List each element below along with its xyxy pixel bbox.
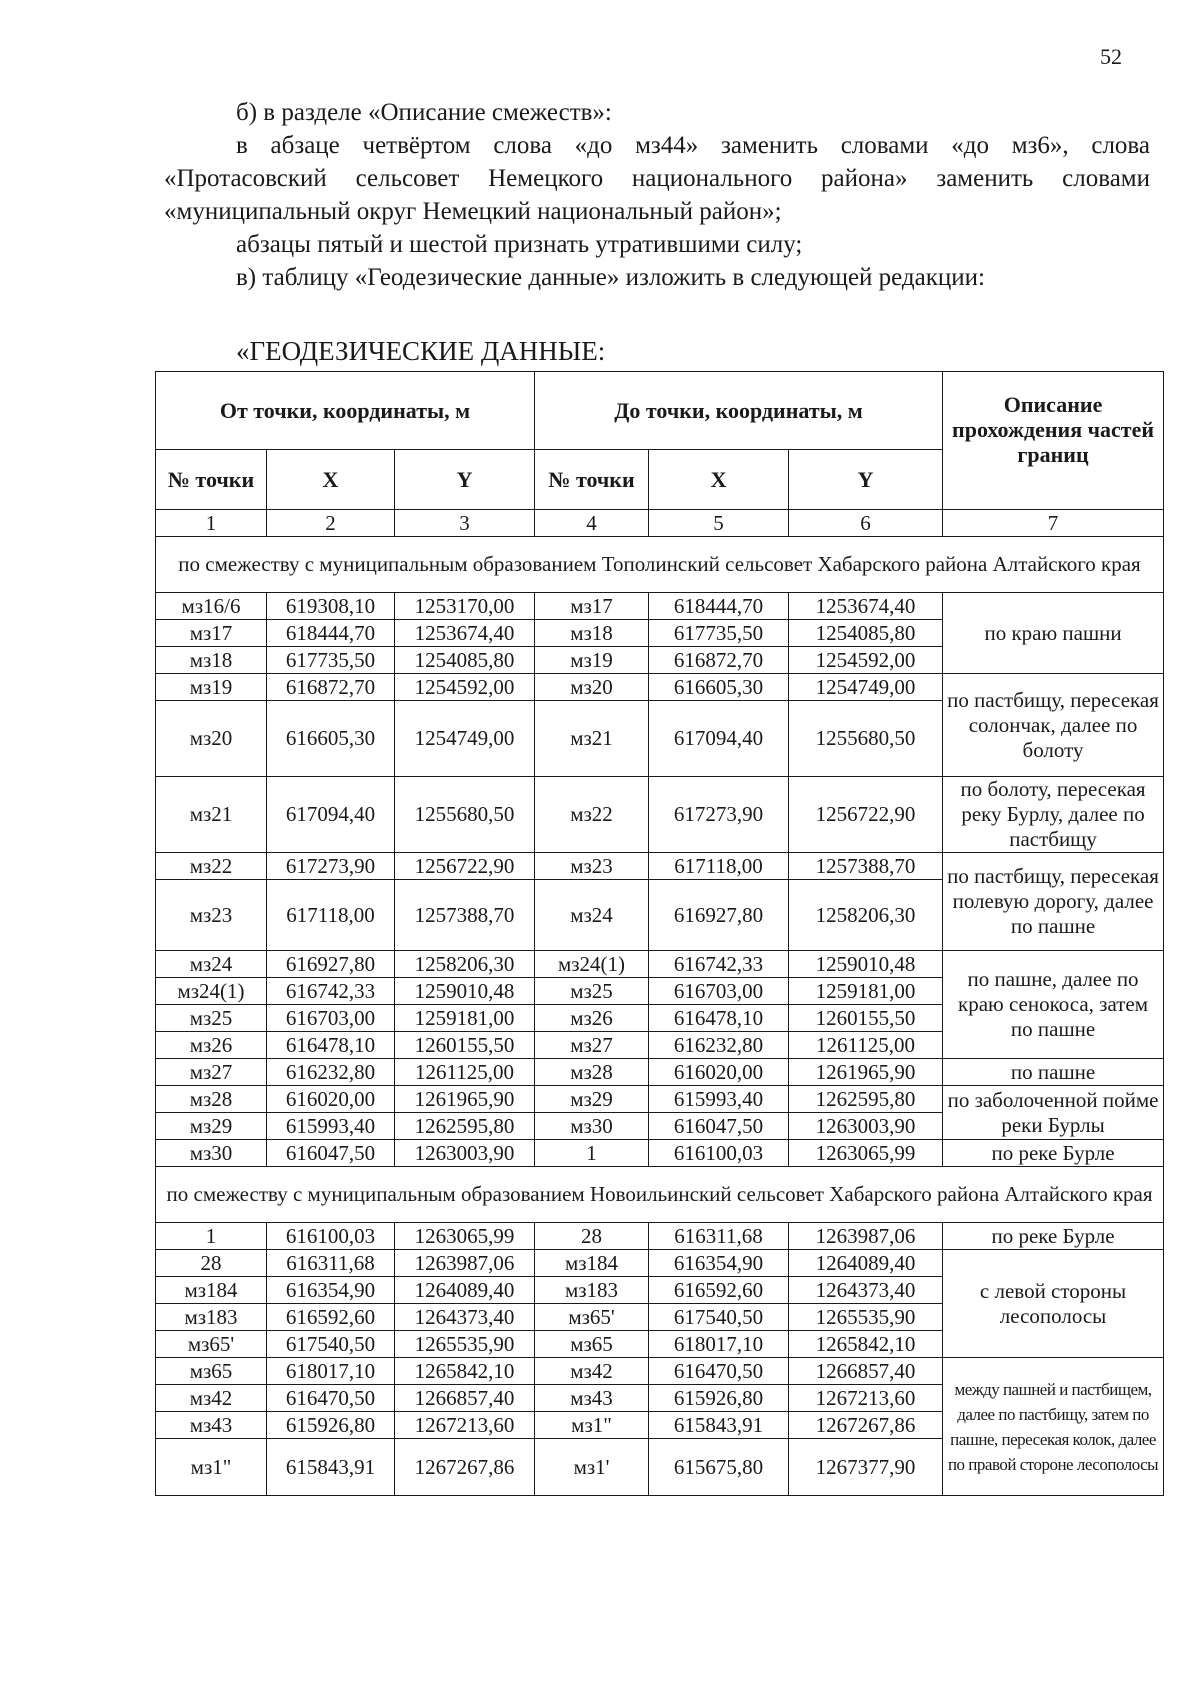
description-cell: по заболоченной пойме реки Бурлы — [943, 1086, 1164, 1140]
to-point-cell: мз20 — [535, 674, 649, 701]
paragraph-1: б) в разделе «Описание смежеств»: — [236, 99, 612, 126]
to-y-cell: 1266857,40 — [789, 1358, 943, 1385]
from-y-cell: 1265535,90 — [395, 1331, 535, 1358]
from-x-cell: 617094,40 — [267, 777, 395, 853]
from-x-cell: 616703,00 — [267, 1005, 395, 1032]
from-x-cell: 619308,10 — [267, 593, 395, 620]
from-point-cell: мз43 — [156, 1412, 267, 1439]
from-point-cell: мз25 — [156, 1005, 267, 1032]
from-x-cell: 616592,60 — [267, 1304, 395, 1331]
paragraph-3: абзацы пятый и шестой признать утратившими силу; — [236, 231, 803, 258]
section-row-1 — [156, 537, 1164, 593]
to-y-cell: 1262595,80 — [789, 1086, 943, 1113]
from-point-cell: мз30 — [156, 1140, 267, 1167]
column-number-6: 6 — [789, 510, 943, 537]
to-x-cell: 616872,70 — [649, 647, 789, 674]
column-number-5: 5 — [649, 510, 789, 537]
from-y-cell: 1264373,40 — [395, 1304, 535, 1331]
to-x-cell: 617273,90 — [649, 777, 789, 853]
from-y-cell: 1261125,00 — [395, 1059, 535, 1086]
from-y-cell: 1263003,90 — [395, 1140, 535, 1167]
to-x-cell: 616478,10 — [649, 1005, 789, 1032]
from-x-cell: 616927,80 — [267, 951, 395, 978]
from-y-cell: 1263065,99 — [395, 1223, 535, 1250]
from-point-cell: 28 — [156, 1250, 267, 1277]
to-y-cell: 1261965,90 — [789, 1059, 943, 1086]
from-point-cell: мз183 — [156, 1304, 267, 1331]
from-point-cell: мз24 — [156, 951, 267, 978]
from-x-cell: 616354,90 — [267, 1277, 395, 1304]
to-y-cell: 1264089,40 — [789, 1250, 943, 1277]
to-point-cell: мз18 — [535, 620, 649, 647]
description-cell: по пашне — [943, 1059, 1164, 1086]
to-x-cell: 616703,00 — [649, 978, 789, 1005]
to-point-cell: мз27 — [535, 1032, 649, 1059]
to-x-cell: 616592,60 — [649, 1277, 789, 1304]
from-y-cell: 1264089,40 — [395, 1277, 535, 1304]
geodetic-data-table — [155, 371, 1164, 1496]
to-point-cell: мз184 — [535, 1250, 649, 1277]
from-y-cell: 1260155,50 — [395, 1032, 535, 1059]
from-x-cell: 617735,50 — [267, 647, 395, 674]
to-point-cell: мз21 — [535, 701, 649, 777]
to-y-cell: 1264373,40 — [789, 1277, 943, 1304]
from-point-cell: мз65' — [156, 1331, 267, 1358]
header-from-point: От точки, координаты, м — [156, 372, 535, 450]
to-point-cell: мз23 — [535, 853, 649, 880]
header-from-y: Y — [395, 450, 535, 510]
to-y-cell: 1261125,00 — [789, 1032, 943, 1059]
table-row — [156, 777, 1164, 853]
to-y-cell: 1267213,60 — [789, 1385, 943, 1412]
table-row — [156, 1223, 1164, 1250]
to-y-cell: 1260155,50 — [789, 1005, 943, 1032]
from-y-cell: 1266857,40 — [395, 1385, 535, 1412]
to-y-cell: 1254749,00 — [789, 674, 943, 701]
from-x-cell: 616478,10 — [267, 1032, 395, 1059]
from-point-cell: мз28 — [156, 1086, 267, 1113]
to-x-cell: 617118,00 — [649, 853, 789, 880]
to-y-cell: 1263003,90 — [789, 1113, 943, 1140]
from-x-cell: 617540,50 — [267, 1331, 395, 1358]
from-point-cell: мз1" — [156, 1439, 267, 1496]
from-x-cell: 616100,03 — [267, 1223, 395, 1250]
section-title: по смежеству с муниципальным образованием Новоильинский сельсовет Хабарского района Алтайского края — [156, 1167, 1164, 1223]
from-point-cell: мз24(1) — [156, 978, 267, 1005]
to-y-cell: 1257388,70 — [789, 853, 943, 880]
to-x-cell: 618017,10 — [649, 1331, 789, 1358]
from-x-cell: 615843,91 — [267, 1439, 395, 1496]
to-point-cell: мз19 — [535, 647, 649, 674]
from-point-cell: мз19 — [156, 674, 267, 701]
from-point-cell: мз16/6 — [156, 593, 267, 620]
from-x-cell: 618444,70 — [267, 620, 395, 647]
header-to-point: До точки, координаты, м — [535, 372, 943, 450]
column-number-1: 1 — [156, 510, 267, 537]
from-y-cell: 1253674,40 — [395, 620, 535, 647]
from-point-cell: мз17 — [156, 620, 267, 647]
paragraph-2: в абзаце четвёртом слова «до мз44» заменить словами «до мз6», слова «Протасовский сельсовет Немецкого национального района» заменить словами «муниципальный округ Немецкий национальный район»; — [164, 132, 1150, 225]
header-description: Описание прохождения частей границ — [943, 372, 1164, 510]
to-x-cell: 616742,33 — [649, 951, 789, 978]
from-x-cell: 615926,80 — [267, 1412, 395, 1439]
description-cell: между пашней и пастбищем, далее по пастбищу, затем по пашне, пересекая колок, далее по правой стороне лесополосы — [943, 1358, 1164, 1496]
to-x-cell: 615993,40 — [649, 1086, 789, 1113]
table-row — [156, 1059, 1164, 1086]
to-y-cell: 1265842,10 — [789, 1331, 943, 1358]
from-y-cell: 1254085,80 — [395, 647, 535, 674]
to-x-cell: 615675,80 — [649, 1439, 789, 1496]
from-y-cell: 1267267,86 — [395, 1439, 535, 1496]
column-number-7: 7 — [943, 510, 1164, 537]
to-x-cell: 616020,00 — [649, 1059, 789, 1086]
description-cell: по пастбищу, пересекая солончак, далее по болоту — [943, 674, 1164, 777]
from-point-cell: мз42 — [156, 1385, 267, 1412]
to-point-cell: мз42 — [535, 1358, 649, 1385]
table-row — [156, 1250, 1164, 1277]
to-x-cell: 616605,30 — [649, 674, 789, 701]
to-point-cell: мз30 — [535, 1113, 649, 1140]
to-x-cell: 616470,50 — [649, 1358, 789, 1385]
to-x-cell: 616232,80 — [649, 1032, 789, 1059]
to-y-cell: 1253674,40 — [789, 593, 943, 620]
to-y-cell: 1258206,30 — [789, 880, 943, 951]
to-point-cell: 1 — [535, 1140, 649, 1167]
from-y-cell: 1259181,00 — [395, 1005, 535, 1032]
from-point-cell: 1 — [156, 1223, 267, 1250]
header-to-x: X — [649, 450, 789, 510]
to-y-cell: 1263987,06 — [789, 1223, 943, 1250]
to-x-cell: 616311,68 — [649, 1223, 789, 1250]
from-point-cell: мз18 — [156, 647, 267, 674]
table-heading: «ГЕОДЕЗИЧЕСКИЕ ДАННЫЕ: — [236, 336, 606, 366]
from-point-cell: мз21 — [156, 777, 267, 853]
to-y-cell: 1254592,00 — [789, 647, 943, 674]
from-y-cell: 1267213,60 — [395, 1412, 535, 1439]
to-point-cell: мз17 — [535, 593, 649, 620]
to-y-cell: 1259010,48 — [789, 951, 943, 978]
to-y-cell: 1267377,90 — [789, 1439, 943, 1496]
paragraph-4: в) таблицу «Геодезические данные» изложить в следующей редакции: — [236, 264, 985, 291]
to-point-cell: мз24 — [535, 880, 649, 951]
to-y-cell: 1265535,90 — [789, 1304, 943, 1331]
to-x-cell: 616354,90 — [649, 1250, 789, 1277]
description-cell: по пастбищу, пересекая полевую дорогу, далее по пашне — [943, 853, 1164, 951]
table-row — [156, 1086, 1164, 1113]
from-y-cell: 1259010,48 — [395, 978, 535, 1005]
from-y-cell: 1263987,06 — [395, 1250, 535, 1277]
from-x-cell: 617118,00 — [267, 880, 395, 951]
from-point-cell: мз29 — [156, 1113, 267, 1140]
to-x-cell: 615926,80 — [649, 1385, 789, 1412]
from-point-cell: мз184 — [156, 1277, 267, 1304]
from-y-cell: 1257388,70 — [395, 880, 535, 951]
from-x-cell: 616311,68 — [267, 1250, 395, 1277]
to-point-cell: мз1" — [535, 1412, 649, 1439]
to-x-cell: 617735,50 — [649, 620, 789, 647]
table-row — [156, 853, 1164, 880]
to-y-cell: 1256722,90 — [789, 777, 943, 853]
to-point-cell: мз25 — [535, 978, 649, 1005]
from-x-cell: 616232,80 — [267, 1059, 395, 1086]
description-cell: по реке Бурле — [943, 1140, 1164, 1167]
to-point-cell: мз43 — [535, 1385, 649, 1412]
to-point-cell: мз1' — [535, 1439, 649, 1496]
from-x-cell: 616605,30 — [267, 701, 395, 777]
from-y-cell: 1258206,30 — [395, 951, 535, 978]
from-x-cell: 616470,50 — [267, 1385, 395, 1412]
header-to-number: № точки — [535, 450, 649, 510]
from-point-cell: мз20 — [156, 701, 267, 777]
column-number-4: 4 — [535, 510, 649, 537]
to-point-cell: мз183 — [535, 1277, 649, 1304]
section-title: по смежеству с муниципальным образованием Тополинский сельсовет Хабарского района Алтайского края — [156, 537, 1164, 593]
from-x-cell: 618017,10 — [267, 1358, 395, 1385]
from-x-cell: 617273,90 — [267, 853, 395, 880]
from-y-cell: 1261965,90 — [395, 1086, 535, 1113]
to-point-cell: мз65' — [535, 1304, 649, 1331]
from-point-cell: мз26 — [156, 1032, 267, 1059]
to-y-cell: 1259181,00 — [789, 978, 943, 1005]
to-point-cell: 28 — [535, 1223, 649, 1250]
from-y-cell: 1262595,80 — [395, 1113, 535, 1140]
to-point-cell: мз22 — [535, 777, 649, 853]
page-number: 52 — [1100, 44, 1122, 69]
column-number-3: 3 — [395, 510, 535, 537]
header-from-x: X — [267, 450, 395, 510]
description-cell: по пашне, далее по краю сенокоса, затем по пашне — [943, 951, 1164, 1059]
to-point-cell: мз65 — [535, 1331, 649, 1358]
to-x-cell: 617540,50 — [649, 1304, 789, 1331]
from-y-cell: 1256722,90 — [395, 853, 535, 880]
from-x-cell: 616872,70 — [267, 674, 395, 701]
to-point-cell: мз26 — [535, 1005, 649, 1032]
table-row — [156, 1140, 1164, 1167]
from-y-cell: 1255680,50 — [395, 777, 535, 853]
from-point-cell: мз27 — [156, 1059, 267, 1086]
from-point-cell: мз22 — [156, 853, 267, 880]
from-y-cell: 1253170,00 — [395, 593, 535, 620]
to-y-cell: 1267267,86 — [789, 1412, 943, 1439]
description-cell: по болоту, пересекая реку Бурлу, далее по пастбищу — [943, 777, 1164, 853]
from-x-cell: 616742,33 — [267, 978, 395, 1005]
to-y-cell: 1254085,80 — [789, 620, 943, 647]
from-y-cell: 1254749,00 — [395, 701, 535, 777]
to-y-cell: 1255680,50 — [789, 701, 943, 777]
header-from-number: № точки — [156, 450, 267, 510]
description-cell: с левой стороны лесополосы — [943, 1250, 1164, 1358]
to-x-cell: 616100,03 — [649, 1140, 789, 1167]
table-row — [156, 674, 1164, 701]
to-x-cell: 618444,70 — [649, 593, 789, 620]
to-point-cell: мз29 — [535, 1086, 649, 1113]
section-row-2 — [156, 1167, 1164, 1223]
to-y-cell: 1263065,99 — [789, 1140, 943, 1167]
to-point-cell: мз28 — [535, 1059, 649, 1086]
description-cell: по реке Бурле — [943, 1223, 1164, 1250]
from-point-cell: мз65 — [156, 1358, 267, 1385]
column-number-2: 2 — [267, 510, 395, 537]
table-row — [156, 1358, 1164, 1385]
to-x-cell: 617094,40 — [649, 701, 789, 777]
from-y-cell: 1265842,10 — [395, 1358, 535, 1385]
table-row — [156, 951, 1164, 978]
to-point-cell: мз24(1) — [535, 951, 649, 978]
from-point-cell: мз23 — [156, 880, 267, 951]
to-x-cell: 615843,91 — [649, 1412, 789, 1439]
to-x-cell: 616927,80 — [649, 880, 789, 951]
from-x-cell: 616020,00 — [267, 1086, 395, 1113]
header-to-y: Y — [789, 450, 943, 510]
from-y-cell: 1254592,00 — [395, 674, 535, 701]
from-x-cell: 616047,50 — [267, 1140, 395, 1167]
to-x-cell: 616047,50 — [649, 1113, 789, 1140]
table-row — [156, 593, 1164, 620]
description-cell: по краю пашни — [943, 593, 1164, 674]
from-x-cell: 615993,40 — [267, 1113, 395, 1140]
